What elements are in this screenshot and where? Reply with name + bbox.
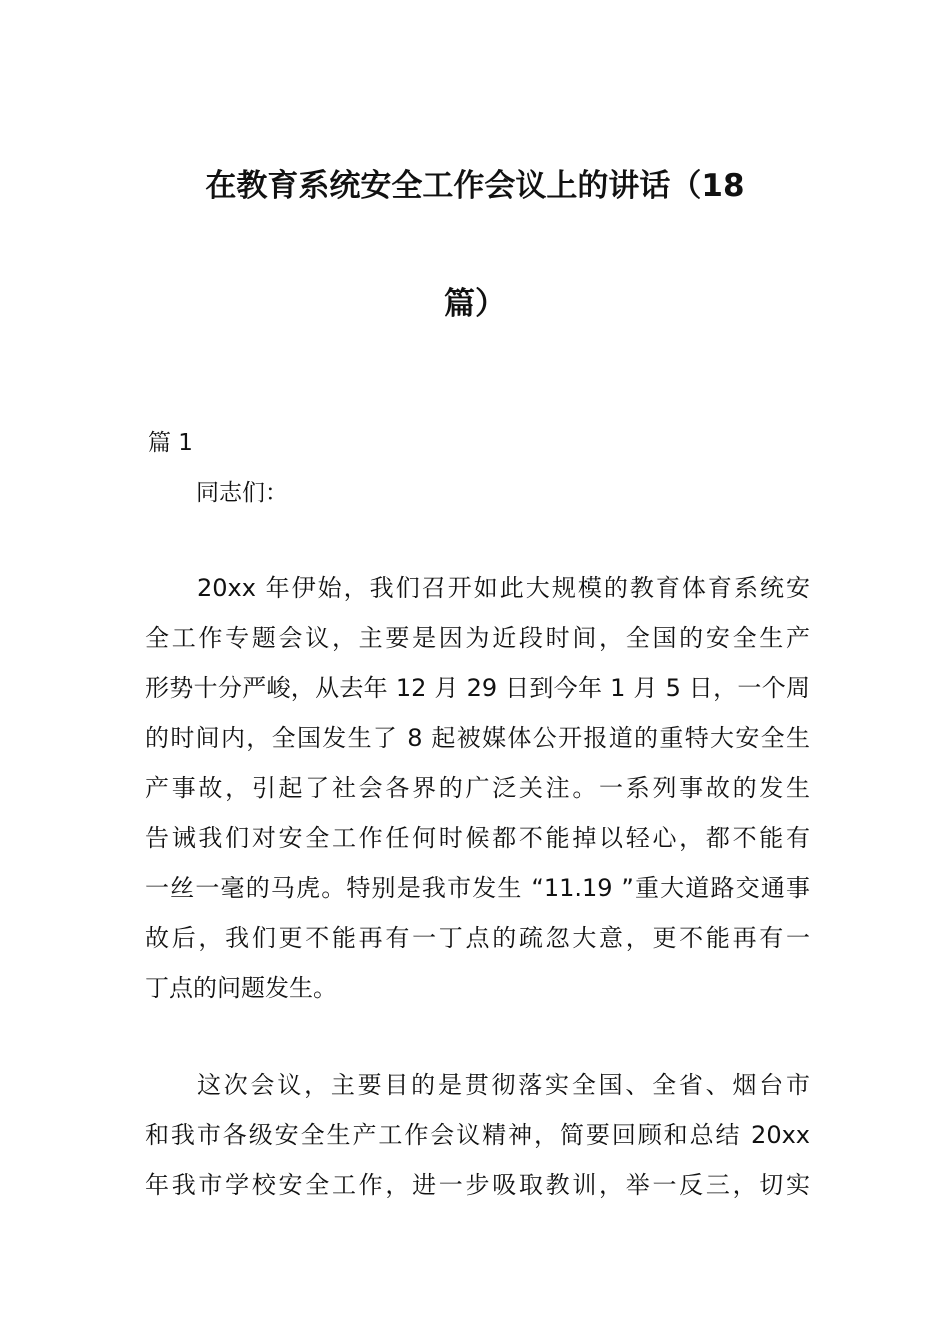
paragraph-line: 的时间内，全国发生了 8 起被媒体公开报道的重特大安全生 [145,724,810,752]
paragraph-line: 和我市各级安全生产工作会议精神，简要回顾和总结 20xx [145,1121,810,1149]
document-title-line-2: 篇） [444,286,506,322]
paragraph-line: 告诫我们对安全工作任何时候都不能掉以轻心，都不能有 [145,824,810,852]
paragraph-line: 形势十分严峻，从去年 12 月 29 日到今年 1 月 5 日，一个周 [145,674,810,702]
paragraph-line: 年我市学校安全工作，进一步吸取教训，举一反三，切实 [145,1171,810,1199]
paragraph-line: 一丝一毫的马虎。特别是我市发生 “11.19 ”重大道路交通事 [145,874,810,902]
paragraph-line: 故后，我们更不能再有一丁点的疏忽大意，更不能再有一 [145,924,810,952]
document-title-line-1: 在教育系统安全工作会议上的讲话（18 [205,168,745,204]
paragraph-line: 20xx 年伊始，我们召开如此大规模的教育体育系统安 [197,574,810,602]
salutation: 同志们： [196,480,288,506]
paragraph-line: 这次会议，主要目的是贯彻落实全国、全省、烟台市 [197,1071,810,1099]
paragraph-line: 全工作专题会议，主要是因为近段时间，全国的安全生产 [145,624,810,652]
paragraph-line: 丁点的问题发生。 [145,974,337,1002]
paragraph-line: 产事故，引起了社会各界的广泛关注。一系列事故的发生 [145,774,810,802]
section-label: 篇 1 [148,430,193,456]
